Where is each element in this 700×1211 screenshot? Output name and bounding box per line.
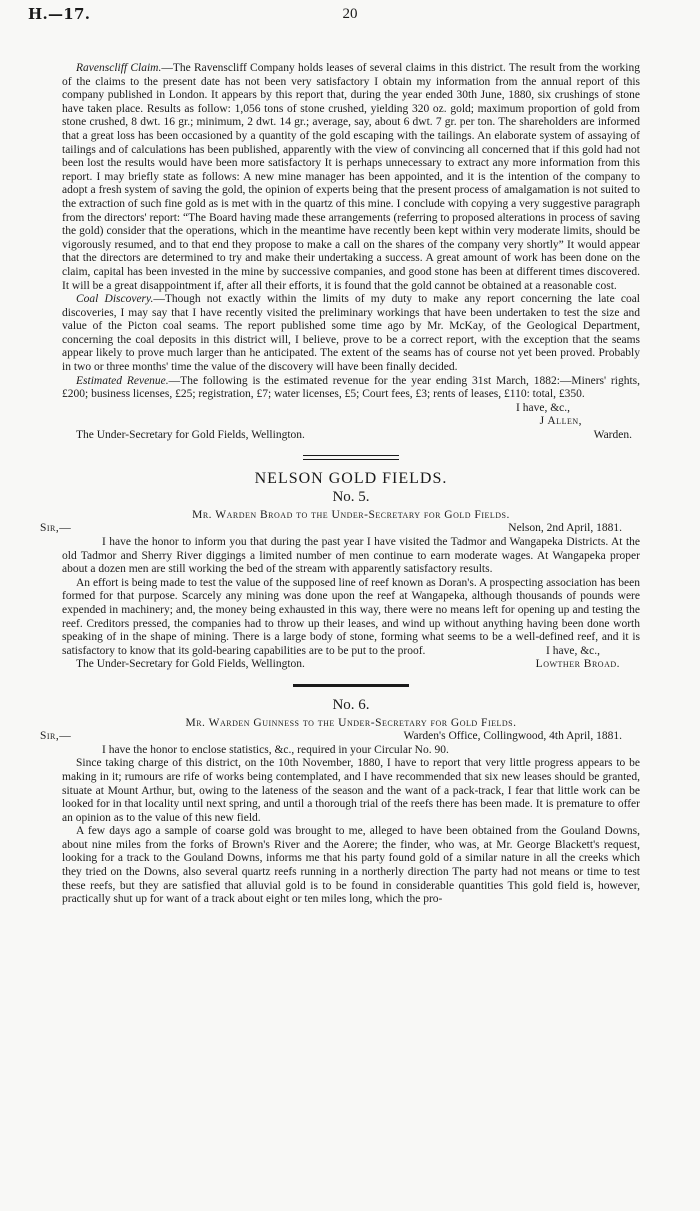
letter4-signature: J Allen, [539, 415, 582, 428]
letter6-salutation-row [40, 730, 640, 744]
page-number: 20 [342, 6, 358, 22]
revenue-text: —The following is the estimated revenue for the year ending 31st March, 1882:—Miners' rights, £200; business licenses, £25; registration, £7; water licenses, £5; Court fees, £3; rents of leases, £110: total, £350. [62, 374, 640, 401]
letter4-addressee: The Under-Secretary for Gold Fields, Wellington. [76, 429, 305, 442]
letter4-signer-title: Warden. [593, 429, 632, 442]
revenue-paragraph [62, 375, 640, 402]
letter5-addressee: The Under-Secretary for Gold Fields, Wellington. [76, 658, 305, 671]
letter6-salutation: Sir,— [40, 730, 72, 743]
letter5-paragraph-1: I have the honor to inform you that during the past year I have visited the Tadmor and Wangapeka Districts. At the old Tadmor and Sherry River diggings a limited number of men continue to earn moderate wages. At Wangapeka proper about a dozen men are still working the bed of the stream with apparently satisfactory results. [62, 536, 640, 576]
letter6-place-date: Warden's Office, Collingwood, 4th April, 1881. [403, 730, 622, 743]
letter6-number: No. 6. [332, 696, 370, 713]
ravenscliff-paragraph [62, 62, 640, 293]
ravenscliff-text: —The Ravenscliff Company holds leases of several claims in this district. The result from the working of the claims to the present date has not been very satisfactory I obtain my information from the annual report of this company published in London. It appears by this report that, during the year ended 30th June, 1880, six crushings of stone have taken place. Results as follow: 1,056 tons of stone crushed, yielding 320 oz. gold; maximum proportion of gold from stone crushed, 8 dwt. 16 gr.; minimum, 2 dwt. 14 gr.; average, say, about 6 dwt. 7 gr. per ton. The shareholders are informed that a great loss has been occasioned by a quantity of the gold escaping with the tailings. An elaborate system of assaying of tailings and of calculations has been published, apparently with the view of convincing all concerned that if this gold had not been lost the results would have been more satisfactory It is perhaps unnecessary to extract any more information from this report. I may briefly state as follows: A new mine manager has been appointed, and it is the intention of the company to adopt a fresh system of saving the gold, the opinion of experts being that the present process of amalgamation is not suited to the extraction of such fine gold as is met with in the quartz of this mine. I conclude with copying a very suggestive paragraph from the directors' report: “The Board having made these arrangements (referring to proposed alterations in process of saving the gold) consider that the operations, which in the meantime have recently been kept within very moderate limits, should be vigorously resumed, and to that end they propose to make a call on the shares of the company very shortly” It would appear that the directors are determined to try and make their undertaking a success. A great amount of work has been done on the claim, capital has been invested in the mine by successive companies, and good stone has been at different times discovered. It will be a great disappointment if, after all their efforts, it is found that the gold cannot be obtained at a reasonable cost. [62, 62, 640, 292]
letter-divider [293, 684, 409, 687]
letter5-heading: Mr. Warden Broad to the Under-Secretary for Gold Fields. [192, 508, 510, 521]
letter5-closing: I have, &c., [546, 644, 600, 657]
letter5-salutation: Sir,— [40, 522, 72, 535]
letter4-closing: I have, &c., [516, 401, 570, 414]
letter6-paragraph-1: I have the honor to enclose statistics, &c., required in your Circular No. 90. [102, 743, 449, 756]
letter5-number: No. 5. [332, 489, 370, 506]
page-header [28, 5, 672, 34]
letter6-heading: Mr. Warden Guinness to the Under-Secretary for Gold Fields. [185, 716, 517, 729]
coal-text: —Though not exactly within the limits of my duty to make any report concerning the late coal discoveries, I may say that I have recently visited the preliminary workings that have been undertaken to test the size and value of the Picton coal seams. The report published some time ago by Mr. McKay, of the Geological Department, concerning the coal deposits in this district will, I believe, prove to be a correct report, with the exception that the seams appear likely to prove much larger than he anticipated. The extent of the seams has of course not yet been proved. Probably in two or three months' time the value of the discovery will have been finally decided. [62, 293, 640, 374]
ravenscliff-heading: Ravenscliff Claim. [76, 62, 162, 74]
letter6-paragraph-2: Since taking charge of this district, on the 10th November, 1880, I have to report that very little progress appears to be making in it; rumours are rife of works being contemplated, and I have recommended that six new leases should be granted, situate at Mount Arthur, but, owing to the lateness of the season and the want of a pack-track, I fear that little work can be looked for in that locality until next spring, and until a thorough trial of the reefs there has been made. It is premature to offer an opinion as to the value of this new field. [62, 757, 640, 824]
letter4-signoff-row [62, 429, 640, 443]
letter5-paragraph-2: An effort is being made to test the value of the supposed line of reef known as Doran's. A prospecting association has been formed for that purpose. Scarcely any mining was done upon the reef at Wangapeka, although thousands of pounds were expended in machinery; and, the money being exhausted in this way, there were no means left for opening up and testing the reef. Creditors pressed, the companies had to throw up their leases, and wind up without anything having been done worth speaking of in the shape of mining. There is a large body of stone, forming what seems to be a well-defined reef, and it is satisfactory to know that its gold-bearing capabilities are to be put to the proof. [62, 576, 640, 657]
sheet-reference: H.—17. [28, 5, 91, 23]
section-divider [303, 455, 399, 460]
coal-paragraph [62, 293, 640, 375]
revenue-heading: Estimated Revenue. [76, 374, 169, 387]
letter5-signature: Lowther Broad. [535, 658, 620, 671]
letter6-paragraph-3: A few days ago a sample of coarse gold was brought to me, alleged to have been obtained from the Gouland Downs, about nine miles from the forks of Brown's River and the Aorere; the finder, who was, at Mr. George Blackett's request, looking for a track to the Gouland Downs, informs me that his party found gold of a similar nature in all the creeks which they tried on the Downs, also several quartz reefs running in a northerly direction The party had not means or time to test these reefs, but they are satisfied that alluvial gold is to be found in considerable quantities This gold field is, however, practically shut up for want of a track about eight or ten miles long, which the pro- [62, 825, 640, 906]
letter5-place-date: Nelson, 2nd April, 1881. [508, 522, 622, 535]
coal-heading: Coal Discovery. [76, 293, 154, 306]
letter5-signoff-row [62, 658, 640, 672]
section-title: NELSON GOLD FIELDS. [254, 469, 448, 487]
page-body [40, 62, 640, 907]
letter5-salutation-row [40, 522, 640, 536]
